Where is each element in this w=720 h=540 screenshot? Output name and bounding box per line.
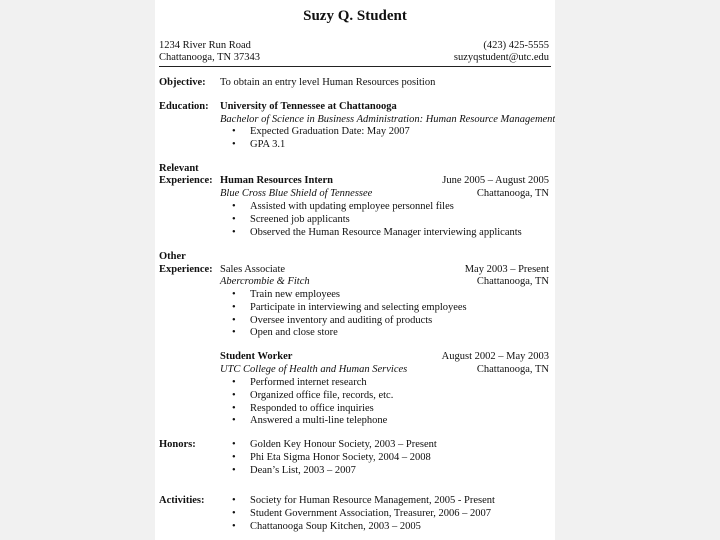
other-job-dates: May 2003 – Present: [464, 264, 549, 275]
other-job-bullet: • Open and close store: [250, 327, 338, 339]
honors-bullet: • Golden Key Honour Society, 2003 – Present: [250, 439, 437, 451]
activities-bullet: • Society for Human Resource Management, 2005 - Present: [250, 495, 495, 507]
other-job-bullet: • Performed internet research: [250, 377, 367, 389]
relevant-bullet: • Screened job applicants: [250, 214, 350, 226]
education-bullet: • GPA 3.1: [250, 139, 285, 151]
education-bullet: • Expected Graduation Date: May 2007: [250, 126, 410, 138]
activities-label: Activities:: [159, 495, 205, 506]
honors-bullet: • Dean’s List, 2003 – 2007: [250, 465, 356, 477]
resume-name: Suzy Q. Student: [303, 8, 407, 24]
activities-bullet: • Chattanooga Soup Kitchen, 2003 – 2005: [250, 521, 421, 533]
other-job-org: Abercrombie & Fitch: [220, 276, 310, 287]
objective-label: Objective:: [159, 77, 206, 88]
other-job-bullet: • Participate in interviewing and selecting employees: [250, 302, 467, 314]
other-label-2: Experience:: [159, 264, 213, 275]
phone: (423) 425-5555: [483, 40, 549, 51]
education-degree: Bachelor of Science in Business Administration: Human Resource Management: [220, 114, 555, 125]
other-job-bullet: • Oversee inventory and auditing of products: [250, 315, 432, 327]
relevant-label-1: Relevant: [159, 163, 199, 174]
activities-bullet: • Student Government Association, Treasurer, 2006 – 2007: [250, 508, 491, 520]
email: suzyqstudent@utc.edu: [453, 52, 549, 63]
honors-bullet: • Phi Eta Sigma Honor Society, 2004 – 2008: [250, 452, 431, 464]
other-label-1: Other: [159, 251, 186, 262]
other-job-title: Student Worker: [220, 351, 293, 362]
address-line-1: 1234 River Run Road: [159, 40, 251, 51]
header-divider: [159, 66, 551, 67]
other-job-location: Chattanooga, TN: [476, 364, 549, 375]
other-job-bullet: • Responded to office inquiries: [250, 403, 374, 415]
relevant-job-dates: June 2005 – August 2005: [442, 175, 549, 186]
other-job-location: Chattanooga, TN: [476, 276, 549, 287]
other-job-org: UTC College of Health and Human Services: [220, 364, 408, 375]
objective-text: To obtain an entry level Human Resources position: [220, 77, 436, 88]
other-job-title: Sales Associate: [220, 264, 286, 275]
relevant-bullet: • Observed the Human Resource Manager interviewing applicants: [250, 227, 522, 239]
relevant-bullet: • Assisted with updating employee personnel files: [250, 201, 454, 213]
relevant-label-2: Experience:: [159, 175, 213, 186]
other-job-bullet: • Answered a multi-line telephone: [250, 415, 387, 427]
resume-page: [155, 0, 555, 540]
address-line-2: Chattanooga, TN 37343: [159, 52, 261, 63]
education-label: Education:: [159, 101, 209, 112]
relevant-job-title: Human Resources Intern: [220, 175, 333, 186]
honors-label: Honors:: [159, 439, 196, 450]
other-job-bullet: • Organized office file, records, etc.: [250, 390, 393, 402]
education-school: University of Tennessee at Chattanooga: [220, 101, 397, 112]
relevant-job-location: Chattanooga, TN: [476, 188, 549, 199]
other-job-bullet: • Train new employees: [250, 289, 340, 301]
other-job-dates: August 2002 – May 2003: [441, 351, 549, 362]
relevant-job-org: Blue Cross Blue Shield of Tennessee: [220, 188, 373, 199]
